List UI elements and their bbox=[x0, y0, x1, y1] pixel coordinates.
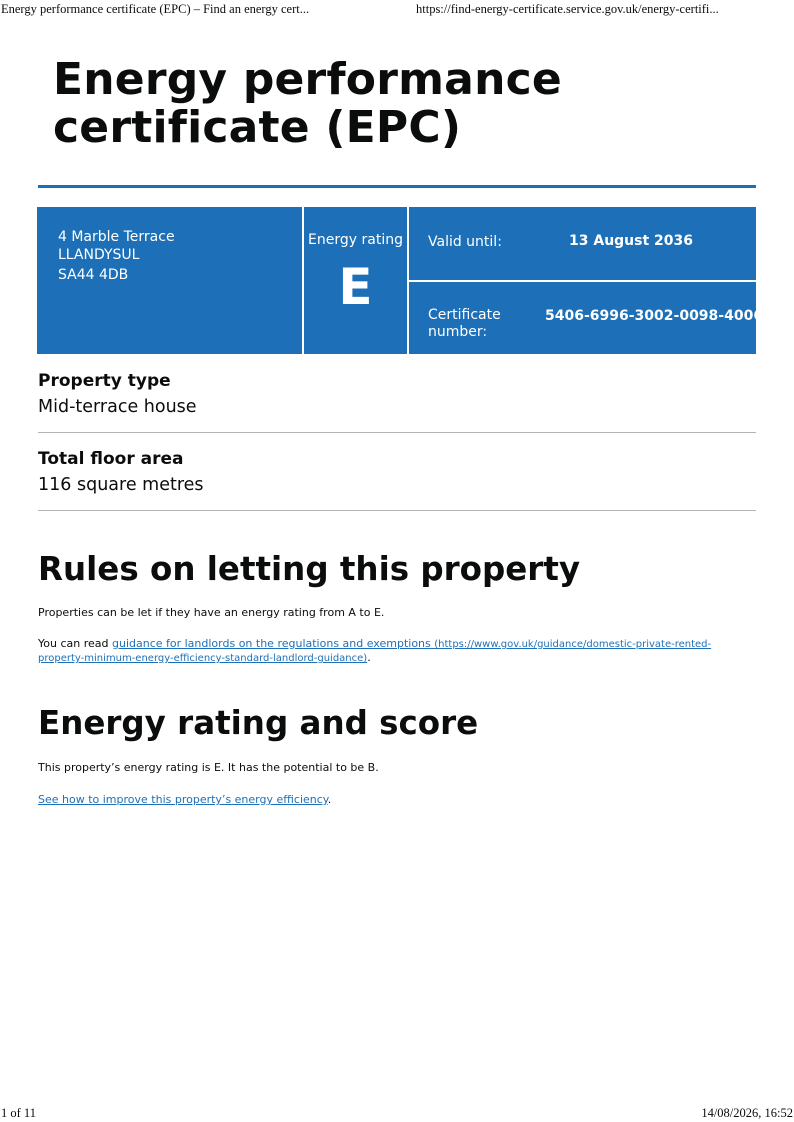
energy-rating-cell bbox=[304, 207, 407, 354]
landlord-guidance-link-text: guidance for landlords on the regulations and exemptions bbox=[111, 637, 431, 650]
certificate-number-cell bbox=[409, 282, 764, 354]
print-header bbox=[0, 2, 794, 20]
summary-divider bbox=[38, 510, 756, 511]
energy-rating-text: This property’s energy rating is E. It has the potential to be B. bbox=[38, 761, 379, 774]
valid-until-value: 13 August 2036 bbox=[569, 233, 694, 249]
print-header-url: https://find-energy-certificate.service.gov.uk/energy-certifi... bbox=[416, 2, 719, 16]
summary-divider bbox=[38, 432, 756, 433]
address-line-street: 4 Marble Terrace bbox=[58, 229, 175, 245]
address-cell bbox=[37, 207, 302, 354]
valid-until-cell bbox=[409, 207, 756, 280]
letting-guidance-paragraph bbox=[38, 637, 750, 665]
letting-rules-heading: Rules on letting this property bbox=[38, 550, 581, 588]
certificate-number-value: 5406-6996-3002-0098-4006 bbox=[545, 308, 764, 324]
energy-rating-heading: Energy rating and score bbox=[38, 704, 479, 742]
valid-until-label: Valid until: bbox=[428, 234, 502, 250]
certificate-number-label: Certificate number: bbox=[428, 307, 501, 340]
address-line-postcode: SA44 4DB bbox=[58, 267, 129, 283]
landlord-guidance-link[interactable] bbox=[38, 637, 711, 664]
floor-area-value: 116 square metres bbox=[38, 475, 204, 495]
guidance-prefix: You can read bbox=[38, 637, 112, 650]
print-footer bbox=[0, 1106, 794, 1122]
address-line-town: LLANDYSUL bbox=[58, 247, 140, 263]
property-type-row bbox=[38, 370, 756, 419]
print-page-number: 1 of 11 bbox=[1, 1106, 36, 1120]
letting-rules-text: Properties can be let if they have an energy rating from A to E. bbox=[38, 606, 385, 619]
improve-efficiency-suffix: . bbox=[327, 793, 332, 806]
energy-rating-letter: E bbox=[338, 258, 373, 316]
property-type-value: Mid-terrace house bbox=[38, 397, 197, 417]
improve-efficiency-paragraph bbox=[38, 793, 750, 806]
print-datetime: 14/08/2026, 16:52 bbox=[701, 1106, 793, 1120]
floor-area-row bbox=[38, 448, 756, 497]
print-header-title: Energy performance certificate (EPC) – Find an energy cert... bbox=[1, 2, 310, 16]
floor-area-label: Total floor area bbox=[38, 449, 184, 469]
property-type-label: Property type bbox=[38, 371, 171, 391]
title-divider bbox=[38, 185, 756, 188]
improve-efficiency-link[interactable]: See how to improve this property’s energy efficiency bbox=[38, 793, 328, 806]
energy-rating-label: Energy rating bbox=[308, 232, 403, 248]
guidance-suffix: . bbox=[367, 651, 371, 664]
landlord-guidance-link-url: (https://www.gov.uk/guidance/domestic-private-rented-property-minimum-energy-efficiency-standard-landlord-guidance) bbox=[38, 639, 712, 664]
page-title: Energy performance certificate (EPC) bbox=[53, 54, 562, 153]
epc-summary-banner bbox=[37, 207, 764, 354]
